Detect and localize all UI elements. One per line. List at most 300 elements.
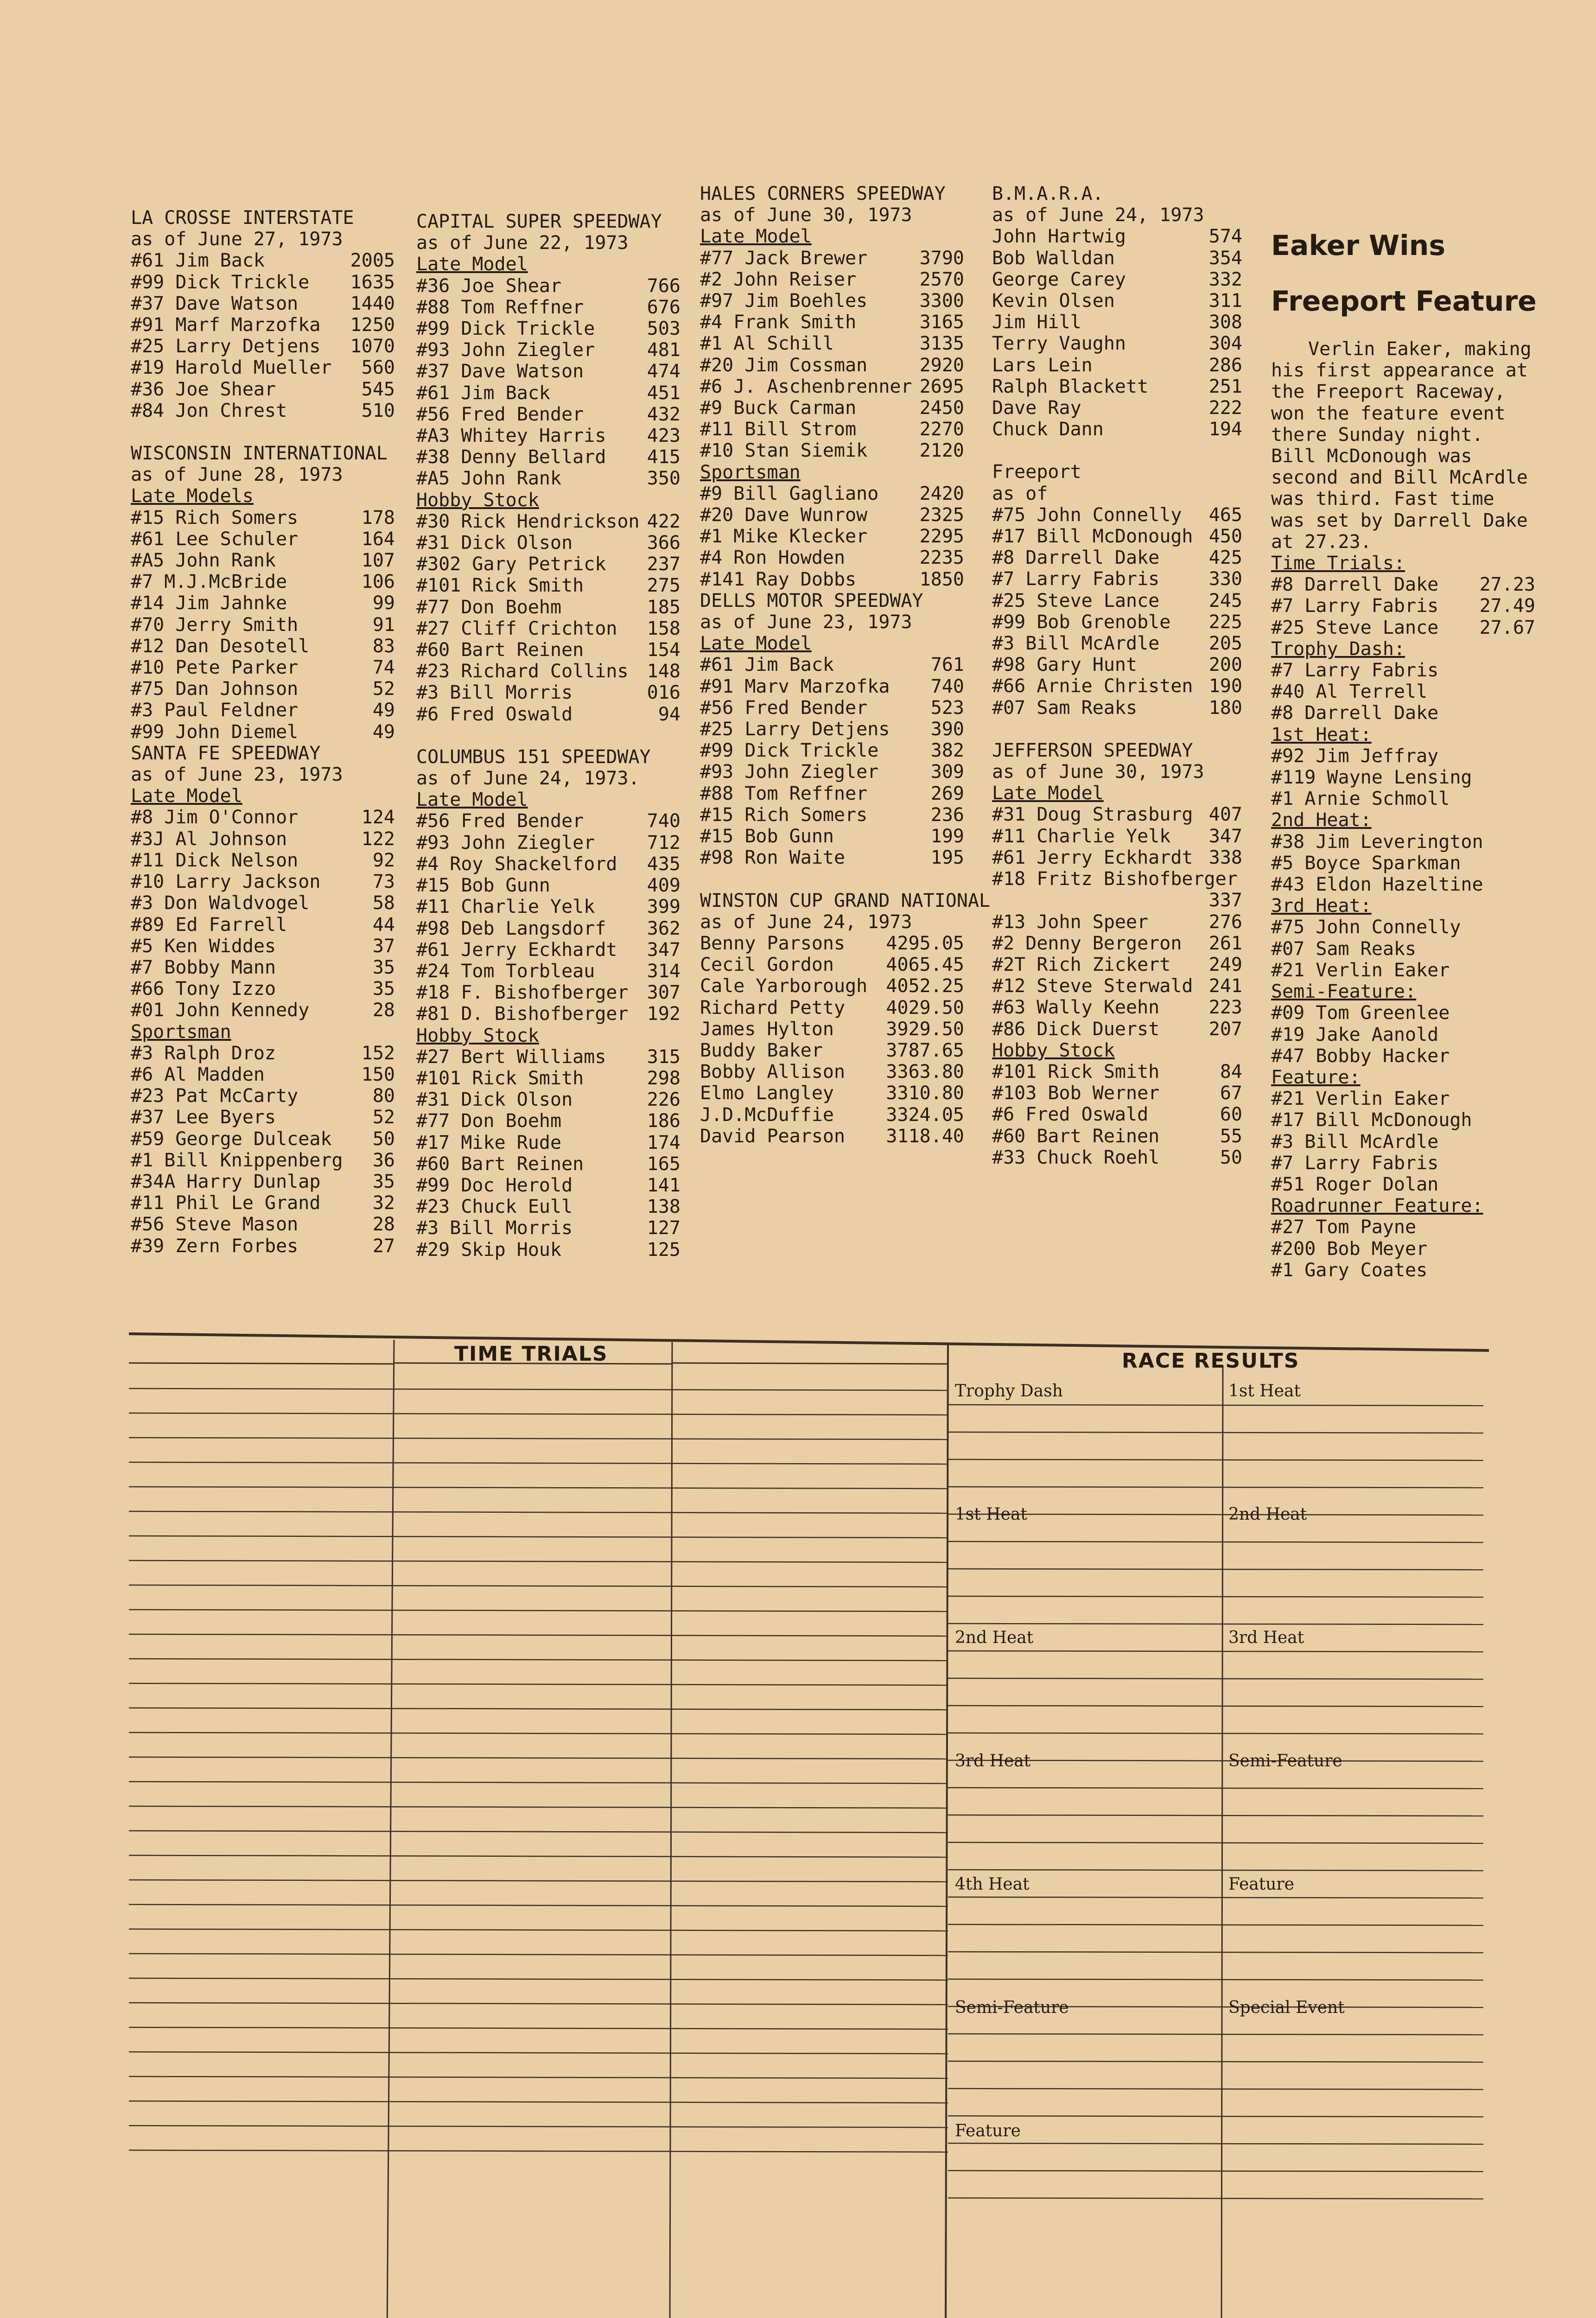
form-rule — [129, 1904, 948, 1906]
points-value: 3135 — [919, 333, 964, 355]
driver-name: Chuck Dann — [992, 419, 1104, 440]
section-title: JEFFERSON SPEEDWAY — [992, 739, 1193, 761]
driver-name: #9 Buck Carman — [700, 397, 857, 419]
points-value: 423 — [647, 425, 680, 447]
points-value: 3787.65 — [886, 1039, 964, 1061]
points-value: 1850 — [919, 568, 964, 590]
points-value: 362 — [647, 917, 680, 939]
result-entry: #40 Al Terrell — [1271, 681, 1428, 703]
driver-name: #27 Cliff Crichton — [416, 618, 617, 639]
points-value: 245 — [1208, 590, 1242, 611]
driver-name: #15 Rich Somers — [700, 804, 868, 826]
points-value: 52 — [372, 1107, 395, 1128]
points-value: 150 — [361, 1063, 395, 1085]
race-results-title: RACE RESULTS — [1122, 1349, 1300, 1373]
driver-name: #37 Dave Watson — [131, 293, 299, 314]
driver-name: #8 Darrell Dake — [1271, 574, 1439, 596]
points-value: 200 — [1208, 654, 1242, 676]
form-rule — [948, 1651, 1483, 1652]
form-rule — [946, 1344, 948, 2318]
driver-name: #6 Al Madden — [131, 1063, 265, 1085]
points-value: 195 — [930, 847, 964, 869]
driver-name: #99 Dick Trickle — [416, 318, 595, 340]
form-rule — [129, 2101, 948, 2103]
points-value: 2120 — [919, 440, 964, 462]
points-value: 36 — [372, 1149, 395, 1171]
points-value: 523 — [930, 697, 964, 719]
points-value: 2270 — [919, 419, 964, 440]
driver-name: #60 Bart Reinen — [992, 1125, 1160, 1147]
driver-name: #24 Tom Torbleau — [416, 960, 595, 982]
points-value: 190 — [1208, 675, 1242, 697]
result-entry: #7 Larry Fabris — [1271, 1152, 1439, 1174]
points-value: 3363.80 — [886, 1061, 964, 1083]
driver-name: #61 Jim Back — [131, 250, 265, 272]
points-value: 207 — [1208, 1018, 1242, 1040]
points-value: 1440 — [350, 293, 395, 314]
points-value: 127 — [647, 1217, 680, 1239]
section-date: as of June 30, 1973 — [992, 761, 1204, 783]
driver-name: #12 Steve Sterwald — [992, 975, 1193, 997]
driver-name: #3 Paul Feldner — [131, 700, 299, 721]
points-value: 27 — [372, 1235, 395, 1257]
driver-name: #56 Fred Bender — [416, 403, 584, 425]
points-value: 366 — [647, 532, 680, 554]
form-rule — [129, 2126, 948, 2127]
points-value: 164 — [361, 528, 395, 550]
driver-name: #75 Dan Johnson — [131, 678, 299, 700]
points-value: 016 — [647, 682, 680, 704]
points-value: 545 — [361, 378, 395, 400]
points-value: 138 — [647, 1196, 680, 1218]
race-slot-label: 1st Heat — [955, 1505, 1027, 1524]
driver-name: #70 Jerry Smith — [131, 614, 299, 636]
driver-name: #6 Fred Oswald — [992, 1104, 1149, 1126]
points-value: 304 — [1208, 333, 1242, 355]
form-rule — [948, 1979, 1483, 1980]
driver-name: #61 Jerry Eckhardt — [416, 939, 617, 961]
form-rule — [129, 2076, 948, 2078]
form-rule — [129, 1536, 948, 1538]
form-rule — [129, 1880, 948, 1882]
driver-name: #20 Dave Wunrow — [700, 504, 868, 526]
result-entry: #1 Gary Coates — [1271, 1259, 1428, 1281]
points-value: 158 — [647, 618, 680, 639]
race-slot-label: Special Event — [1228, 1998, 1345, 2017]
result-entry: #8 Darrell Dake — [1271, 702, 1439, 724]
points-value: 99 — [372, 592, 395, 614]
section-title: CAPITAL SUPER SPEEDWAY — [416, 211, 662, 232]
driver-name: #302 Gary Petrick — [416, 554, 606, 575]
driver-name: #91 Marf Marzofka — [131, 314, 321, 336]
points-value: 186 — [647, 1110, 680, 1132]
driver-name: #63 Wally Keehn — [992, 997, 1160, 1019]
driver-name: #3 Bill McArdle — [992, 633, 1160, 655]
form-rule — [948, 2034, 1483, 2035]
points-value: 740 — [930, 675, 964, 697]
driver-name: #4 Roy Shackelford — [416, 853, 617, 875]
result-entry: #09 Tom Greenlee — [1271, 1002, 1450, 1024]
driver-name: #3J Al Johnson — [131, 828, 287, 850]
driver-name: #7 Larry Fabris — [992, 568, 1160, 590]
points-value: 407 — [1208, 804, 1242, 826]
points-value: 761 — [930, 654, 964, 676]
driver-name: #77 Jack Brewer — [700, 247, 868, 269]
driver-name: #36 Joe Shear — [416, 275, 562, 297]
driver-name: Bob Walldan — [992, 247, 1115, 269]
result-heading: Roadrunner Feature: — [1271, 1195, 1483, 1217]
result-entry: #43 Eldon Hazeltine — [1271, 874, 1483, 896]
points-value: 286 — [1208, 354, 1242, 376]
driver-name: #11 Phil Le Grand — [131, 1192, 321, 1214]
driver-name: #12 Dan Desotell — [131, 635, 310, 657]
points-value: 141 — [647, 1174, 680, 1196]
driver-name: Richard Petty — [700, 997, 846, 1019]
driver-name: Buddy Baker — [700, 1039, 823, 1061]
driver-name: #93 John Ziegler — [416, 339, 595, 361]
class-label: Sportsman — [700, 461, 801, 483]
form-rule — [948, 1870, 1483, 1871]
form-rule — [948, 2116, 1483, 2117]
form-rule — [129, 2003, 948, 2005]
driver-name: #60 Bart Reinen — [416, 639, 584, 661]
points-value: 185 — [647, 596, 680, 618]
form-rule — [129, 1683, 948, 1685]
result-entry: #3 Bill McArdle — [1271, 1131, 1439, 1153]
race-slot-label: 3rd Heat — [1228, 1628, 1304, 1647]
points-value: 35 — [372, 978, 395, 1000]
points-value: 35 — [372, 1171, 395, 1192]
race-slot-label: 2nd Heat — [1228, 1505, 1307, 1524]
result-entry: #75 John Connelly — [1271, 917, 1461, 938]
race-slot-label: Feature — [1228, 1875, 1294, 1894]
result-entry: #21 Verlin Eaker — [1271, 959, 1450, 981]
points-value: 338 — [1208, 847, 1242, 868]
driver-name: #31 Dick Olson — [416, 1089, 573, 1111]
driver-name: #34A Harry Dunlap — [131, 1171, 321, 1192]
points-value: 450 — [1208, 526, 1242, 548]
driver-name: #99 Bob Grenoble — [992, 611, 1171, 633]
points-value: 4029.50 — [886, 997, 964, 1019]
driver-name: Dave Ray — [992, 397, 1081, 419]
driver-name: #8 Jim O'Connor — [131, 807, 299, 828]
driver-name: #8 Darrell Dake — [992, 547, 1160, 569]
class-label: Time Trials: — [1271, 553, 1405, 574]
points-value: 276 — [1208, 911, 1242, 933]
driver-name: #99 Doc Herold — [416, 1174, 573, 1196]
points-value: 481 — [647, 339, 680, 361]
driver-name: #14 Jim Jahnke — [131, 592, 287, 614]
points-value: 2570 — [919, 268, 964, 290]
result-heading: 3rd Heat: — [1271, 895, 1372, 917]
points-value: 236 — [930, 804, 964, 826]
driver-name: #66 Tony Izzo — [131, 978, 276, 1000]
driver-name: #25 Steve Lance — [992, 590, 1160, 611]
section-title: HALES CORNERS SPEEDWAY — [700, 183, 946, 204]
points-value: 275 — [647, 575, 680, 597]
form-rule — [948, 1569, 1483, 1570]
form-rule — [948, 1678, 1483, 1679]
points-value: 106 — [361, 571, 395, 593]
points-value: 269 — [930, 783, 964, 804]
points-value: 73 — [372, 871, 395, 893]
points-value: 251 — [1208, 376, 1242, 397]
points-value: 91 — [372, 614, 395, 636]
driver-name: #99 John Diemel — [131, 721, 299, 743]
driver-name: #25 Larry Detjens — [131, 336, 321, 357]
points-value: 249 — [1208, 954, 1242, 975]
driver-name: #39 Zern Forbes — [131, 1235, 299, 1257]
driver-name: #98 Gary Hunt — [992, 654, 1138, 676]
driver-name: David Pearson — [700, 1125, 846, 1147]
driver-name: #25 Steve Lance — [1271, 617, 1439, 638]
driver-name: #23 Pat McCarty — [131, 1085, 299, 1107]
points-value: 415 — [647, 446, 680, 468]
race-slot-label: Feature — [955, 2121, 1021, 2140]
points-value: 3790 — [919, 247, 964, 269]
form-rule — [129, 1978, 948, 1980]
form-rule — [129, 1757, 948, 1759]
form-rule — [948, 1815, 1483, 1816]
points-value: 1250 — [350, 314, 395, 336]
driver-name: #36 Joe Shear — [131, 378, 276, 400]
form-rule — [129, 1363, 394, 1364]
driver-name: #4 Frank Smith — [700, 312, 857, 333]
driver-name: Cecil Gordon — [700, 954, 834, 976]
driver-name: #97 Jim Boehles — [700, 290, 868, 312]
points-value: 409 — [647, 875, 680, 897]
class-label: Late Models — [131, 485, 254, 507]
points-value: 3929.50 — [886, 1018, 964, 1040]
driver-name: Elmo Langley — [700, 1083, 834, 1104]
section-title: Freeport — [992, 461, 1081, 483]
section-date: as of June 27, 1973 — [131, 229, 343, 250]
driver-name: #11 Charlie Yelk — [416, 896, 595, 918]
driver-name: #93 John Ziegler — [416, 832, 595, 853]
driver-name: #37 Lee Byers — [131, 1107, 276, 1128]
points-value: 1070 — [350, 336, 395, 357]
points-value: 307 — [647, 982, 680, 1004]
driver-name: #89 Ed Farrell — [131, 914, 287, 936]
class-label: Late Model — [700, 226, 812, 248]
form-rule — [948, 1897, 1483, 1898]
section-title: COLUMBUS 151 SPEEDWAY — [416, 746, 651, 768]
driver-name: #29 Skip Houk — [416, 1239, 562, 1261]
result-entry: #200 Bob Meyer — [1271, 1238, 1428, 1260]
points-value: 148 — [647, 661, 680, 682]
driver-name: #75 John Connelly — [992, 504, 1182, 526]
section-title: B.M.A.R.A. — [992, 183, 1104, 204]
driver-name: #61 Jim Back — [700, 654, 834, 676]
driver-name: #1 Bill Knippenberg — [131, 1149, 343, 1171]
form-rule — [1221, 1365, 1223, 2318]
headline: Freeport Feature — [1271, 285, 1537, 318]
points-value: 58 — [372, 892, 395, 914]
section-date: as of June 24, 1973 — [700, 911, 912, 933]
points-value: 4295.05 — [886, 932, 964, 954]
class-label: Sportsman — [131, 1021, 231, 1043]
points-value: 350 — [647, 468, 680, 490]
race-slot-label: Trophy Dash — [955, 1382, 1063, 1401]
form-rule — [129, 1413, 948, 1415]
points-value: 560 — [361, 357, 395, 379]
points-value: 332 — [1208, 268, 1242, 290]
points-value: 35 — [372, 956, 395, 978]
driver-name: #11 Dick Nelson — [131, 849, 299, 871]
driver-name: #A5 John Rank — [131, 550, 276, 572]
points-value: 125 — [647, 1239, 680, 1261]
driver-name: #84 Jon Chrest — [131, 400, 287, 421]
driver-name: #1 Mike Klecker — [700, 526, 868, 548]
driver-name: #2 Denny Bergeron — [992, 932, 1182, 954]
result-heading: Feature: — [1271, 1066, 1361, 1088]
points-value: 474 — [647, 361, 680, 382]
form-rule — [948, 2143, 1483, 2144]
points-value: 2920 — [919, 354, 964, 376]
form-rule — [948, 1487, 1483, 1488]
driver-name: Benny Parsons — [700, 932, 846, 954]
driver-name: #101 Rick Smith — [416, 1067, 584, 1089]
points-value: 3324.05 — [886, 1104, 964, 1126]
form-rule — [948, 1842, 1483, 1843]
driver-name: #15 Bob Gunn — [700, 826, 834, 847]
driver-name: #07 Sam Reaks — [992, 697, 1138, 719]
class-label: Hobby Stock — [416, 1025, 539, 1046]
form-rule — [129, 1438, 948, 1439]
driver-name: #3 Don Waldvogel — [131, 892, 310, 914]
result-entry: #1 Arnie Schmoll — [1271, 788, 1450, 810]
driver-name: #2T Rich Zickert — [992, 954, 1171, 975]
points-value: 3118.40 — [886, 1125, 964, 1147]
driver-name: James Hylton — [700, 1018, 834, 1040]
points-value: 503 — [647, 318, 680, 340]
result-heading: 1st Heat: — [1271, 724, 1372, 745]
article-paragraph: Verlin Eaker, making his first appearance at the Freeport Raceway, won the feature event there Sunday night. Bill McDonough was second and Bill McArdle was third. Fast time was set by Darrell Dake at 27.23. — [1271, 338, 1532, 553]
driver-name: #61 Jim Back — [416, 382, 550, 404]
driver-name: #33 Chuck Roehl — [992, 1146, 1160, 1168]
result-entry: #21 Verlin Eaker — [1271, 1088, 1450, 1110]
driver-name: #A5 John Rank — [416, 468, 562, 490]
form-rule — [129, 1954, 948, 1955]
points-value: 49 — [372, 721, 395, 743]
driver-name: #3 Bill Morris — [416, 682, 573, 704]
driver-name: #77 Don Boehm — [416, 1110, 562, 1132]
points-value: 50 — [1220, 1146, 1242, 1168]
points-value: 60 — [1220, 1104, 1242, 1126]
points-value: 52 — [372, 678, 395, 700]
driver-name: #15 Rich Somers — [131, 507, 299, 529]
driver-name: #27 Bert Williams — [416, 1046, 606, 1068]
driver-name: #25 Larry Detjens — [700, 719, 890, 740]
driver-name: #60 Bart Reinen — [416, 1153, 584, 1175]
section-date: as of June 23, 1973 — [131, 764, 343, 786]
form-rule — [129, 1334, 1489, 1350]
form-rule — [129, 1782, 948, 1783]
points-value: 422 — [647, 510, 680, 532]
driver-name: #5 Ken Widdes — [131, 935, 276, 957]
form-rule — [129, 1487, 948, 1489]
driver-name: #99 Dick Trickle — [131, 271, 310, 293]
form-rule — [948, 2171, 1483, 2172]
points-value: 465 — [1208, 504, 1242, 526]
points-value: 107 — [361, 550, 395, 572]
section-date: as of June 30, 1973 — [700, 204, 912, 226]
driver-name: Terry Vaughn — [992, 333, 1126, 355]
driver-name: #61 Lee Schuler — [131, 528, 299, 550]
points-value: 67 — [1220, 1083, 1242, 1104]
points-value: 2450 — [919, 397, 964, 419]
driver-name: #23 Chuck Eull — [416, 1196, 573, 1218]
points-value: 222 — [1208, 397, 1242, 419]
points-value: 315 — [647, 1046, 680, 1068]
points-value: 92 — [372, 849, 395, 871]
points-value: 740 — [647, 810, 680, 832]
form-rule — [948, 1952, 1483, 1953]
points-value: 199 — [930, 826, 964, 847]
points-value: 2235 — [919, 547, 964, 569]
form-rule — [129, 2052, 948, 2054]
points-value: 574 — [1208, 226, 1242, 248]
driver-name: #77 Don Boehm — [416, 596, 562, 618]
result-entry: #119 Wayne Lensing — [1271, 767, 1472, 789]
form-rule — [129, 1462, 948, 1464]
section-title: LA CROSSE INTERSTATE — [131, 207, 354, 229]
points-value: 435 — [647, 853, 680, 875]
result-heading: 2nd Heat: — [1271, 809, 1372, 831]
form-rule — [948, 1541, 1483, 1542]
driver-name: #31 Dick Olson — [416, 532, 573, 554]
driver-name: #66 Arnie Christen — [992, 675, 1193, 697]
points-value: 382 — [930, 740, 964, 762]
driver-name: #6 Fred Oswald — [416, 703, 573, 725]
points-value: 425 — [1208, 547, 1242, 569]
form-rule — [129, 1634, 948, 1636]
driver-name: #20 Jim Cossman — [700, 354, 868, 376]
driver-name: #13 John Speer — [992, 911, 1149, 933]
points-value: 94 — [658, 703, 680, 725]
points-value: 122 — [361, 828, 395, 850]
form-rule — [948, 1788, 1483, 1789]
points-value: 347 — [1208, 825, 1242, 847]
points-value: 2295 — [919, 526, 964, 548]
driver-name: #101 Rick Smith — [992, 1061, 1160, 1083]
points-value: 223 — [1208, 997, 1242, 1019]
form-rule — [129, 1806, 948, 1808]
driver-name: #4 Ron Howden — [700, 547, 846, 569]
class-label: Hobby Stock — [992, 1039, 1115, 1061]
points-value: 27.23 — [1479, 574, 1535, 596]
points-value: 390 — [930, 719, 964, 740]
points-value: 154 — [647, 639, 680, 661]
driver-name: Lars Lein — [992, 354, 1093, 376]
class-label: Hobby Stock — [416, 489, 539, 511]
result-entry: #07 Sam Reaks — [1271, 938, 1417, 960]
driver-name: Bobby Allison — [700, 1061, 846, 1083]
section-title: SANTA FE SPEEDWAY — [131, 742, 321, 764]
driver-name: #11 Charlie Yelk — [992, 825, 1171, 847]
points-value: 3310.80 — [886, 1083, 964, 1104]
form-rule — [129, 1659, 948, 1661]
driver-name: George Carey — [992, 268, 1126, 290]
form-rule — [672, 1363, 948, 1364]
driver-name: #99 Dick Trickle — [700, 740, 879, 762]
form-rule — [129, 1732, 948, 1734]
driver-name: #A3 Whitey Harris — [416, 425, 606, 447]
driver-name: #141 Ray Dobbs — [700, 568, 857, 590]
driver-name: #2 John Reiser — [700, 268, 857, 290]
form-rule — [129, 2027, 948, 2029]
race-slot-label: 2nd Heat — [955, 1628, 1034, 1647]
